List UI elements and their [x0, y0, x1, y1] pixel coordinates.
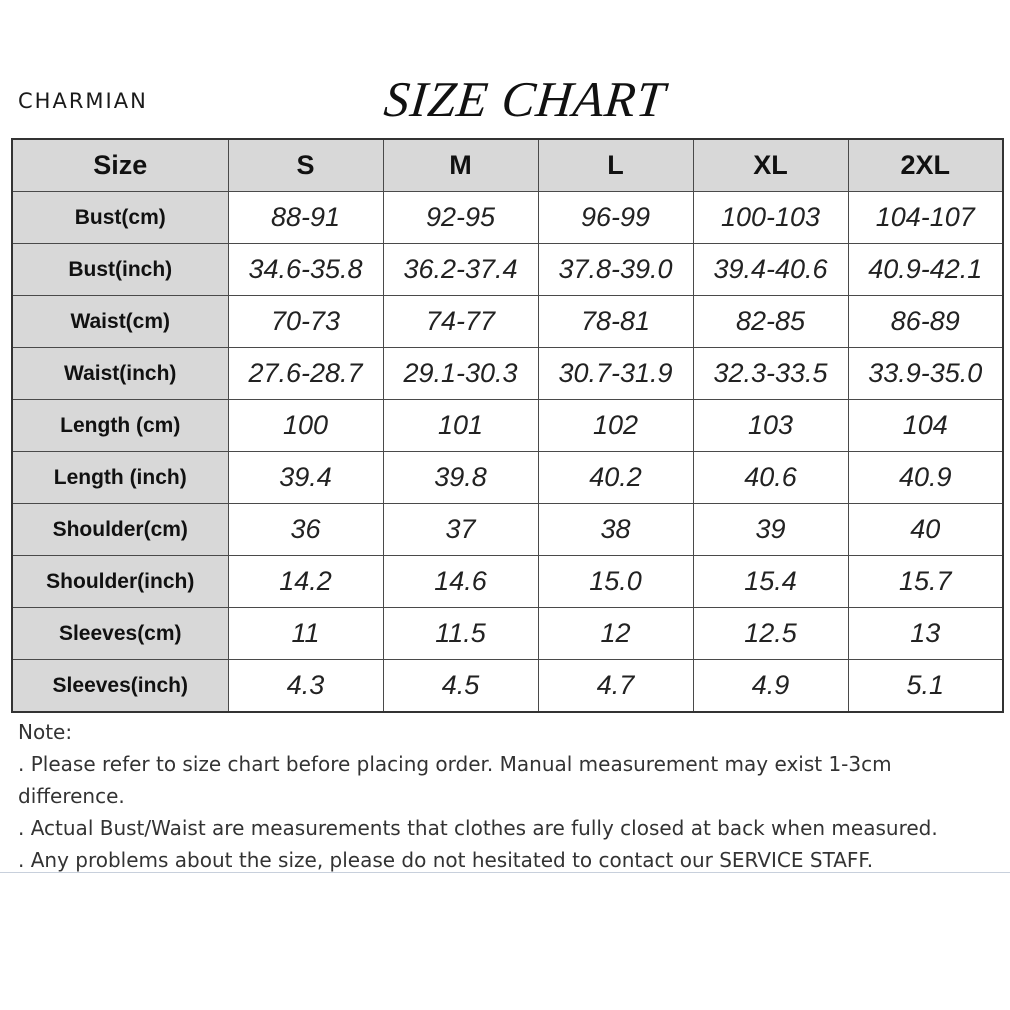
table-cell: 34.6-35.8 — [228, 244, 383, 296]
table-row — [12, 192, 1003, 244]
row-label: Bust(cm) — [12, 192, 228, 244]
table-cell: 13 — [848, 608, 1003, 660]
table-row — [12, 504, 1003, 556]
table-cell: 39.4-40.6 — [693, 244, 848, 296]
table-cell: 103 — [693, 400, 848, 452]
notes-heading: Note: — [18, 720, 73, 744]
table-header-row — [12, 139, 1003, 192]
row-label: Length (cm) — [12, 400, 228, 452]
table-cell: 4.5 — [383, 660, 538, 713]
table-row — [12, 348, 1003, 400]
table-cell: 11 — [228, 608, 383, 660]
table-cell: 15.4 — [693, 556, 848, 608]
table-cell: 100-103 — [693, 192, 848, 244]
brand-logo: CHARMIAN — [18, 89, 148, 113]
row-label: Waist(inch) — [12, 348, 228, 400]
size-header: L — [538, 139, 693, 192]
table-cell: 15.0 — [538, 556, 693, 608]
table-cell: 74-77 — [383, 296, 538, 348]
table-cell: 14.2 — [228, 556, 383, 608]
table-cell: 88-91 — [228, 192, 383, 244]
divider — [0, 872, 1010, 873]
table-cell: 86-89 — [848, 296, 1003, 348]
table-cell: 38 — [538, 504, 693, 556]
size-header: 2XL — [848, 139, 1003, 192]
row-label: Waist(cm) — [12, 296, 228, 348]
page-title: SIZE CHART — [381, 71, 669, 127]
size-header: S — [228, 139, 383, 192]
row-label: Bust(inch) — [12, 244, 228, 296]
table-cell: 39.4 — [228, 452, 383, 504]
size-chart-table — [11, 138, 1004, 713]
table-cell: 15.7 — [848, 556, 1003, 608]
row-label: Sleeves(inch) — [12, 660, 228, 713]
table-body — [12, 192, 1003, 713]
row-label: Shoulder(inch) — [12, 556, 228, 608]
table-cell: 4.3 — [228, 660, 383, 713]
table-cell: 96-99 — [538, 192, 693, 244]
table-cell: 4.9 — [693, 660, 848, 713]
table-cell: 37 — [383, 504, 538, 556]
table-cell: 101 — [383, 400, 538, 452]
table-cell: 33.9-35.0 — [848, 348, 1003, 400]
table-cell: 12.5 — [693, 608, 848, 660]
table-cell: 104-107 — [848, 192, 1003, 244]
table-cell: 40.9 — [848, 452, 1003, 504]
note-item: . Actual Bust/Waist are measurements that clothes are fully closed at back when measured. — [18, 816, 938, 840]
table-row — [12, 296, 1003, 348]
table-cell: 14.6 — [383, 556, 538, 608]
size-header: XL — [693, 139, 848, 192]
table-cell: 70-73 — [228, 296, 383, 348]
table-cell: 4.7 — [538, 660, 693, 713]
size-header: M — [383, 139, 538, 192]
table-cell: 40.6 — [693, 452, 848, 504]
table-cell: 30.7-31.9 — [538, 348, 693, 400]
table-cell: 104 — [848, 400, 1003, 452]
table-row — [12, 452, 1003, 504]
table-cell: 40.2 — [538, 452, 693, 504]
table-cell: 82-85 — [693, 296, 848, 348]
table-cell: 12 — [538, 608, 693, 660]
table-cell: 5.1 — [848, 660, 1003, 713]
table-cell: 102 — [538, 400, 693, 452]
table-cell: 92-95 — [383, 192, 538, 244]
table-cell: 40.9-42.1 — [848, 244, 1003, 296]
notes-section — [18, 716, 998, 876]
row-label: Sleeves(cm) — [12, 608, 228, 660]
row-label: Length (inch) — [12, 452, 228, 504]
table-cell: 36.2-37.4 — [383, 244, 538, 296]
table-cell: 27.6-28.7 — [228, 348, 383, 400]
note-item: . Please refer to size chart before placing order. Manual measurement may exist 1-3cm difference. — [18, 752, 892, 808]
table-cell: 11.5 — [383, 608, 538, 660]
table-cell: 32.3-33.5 — [693, 348, 848, 400]
table-cell: 40 — [848, 504, 1003, 556]
table-row — [12, 608, 1003, 660]
table-row — [12, 556, 1003, 608]
table-cell: 29.1-30.3 — [383, 348, 538, 400]
table-row — [12, 400, 1003, 452]
table-cell: 100 — [228, 400, 383, 452]
table-cell: 36 — [228, 504, 383, 556]
row-label: Shoulder(cm) — [12, 504, 228, 556]
table-cell: 39 — [693, 504, 848, 556]
note-item: . Any problems about the size, please do not hesitated to contact our SERVICE STAFF. — [18, 848, 874, 872]
table-corner-header: Size — [12, 139, 228, 192]
table-cell: 39.8 — [383, 452, 538, 504]
table-row — [12, 244, 1003, 296]
table-row — [12, 660, 1003, 713]
table-cell: 37.8-39.0 — [538, 244, 693, 296]
table-cell: 78-81 — [538, 296, 693, 348]
